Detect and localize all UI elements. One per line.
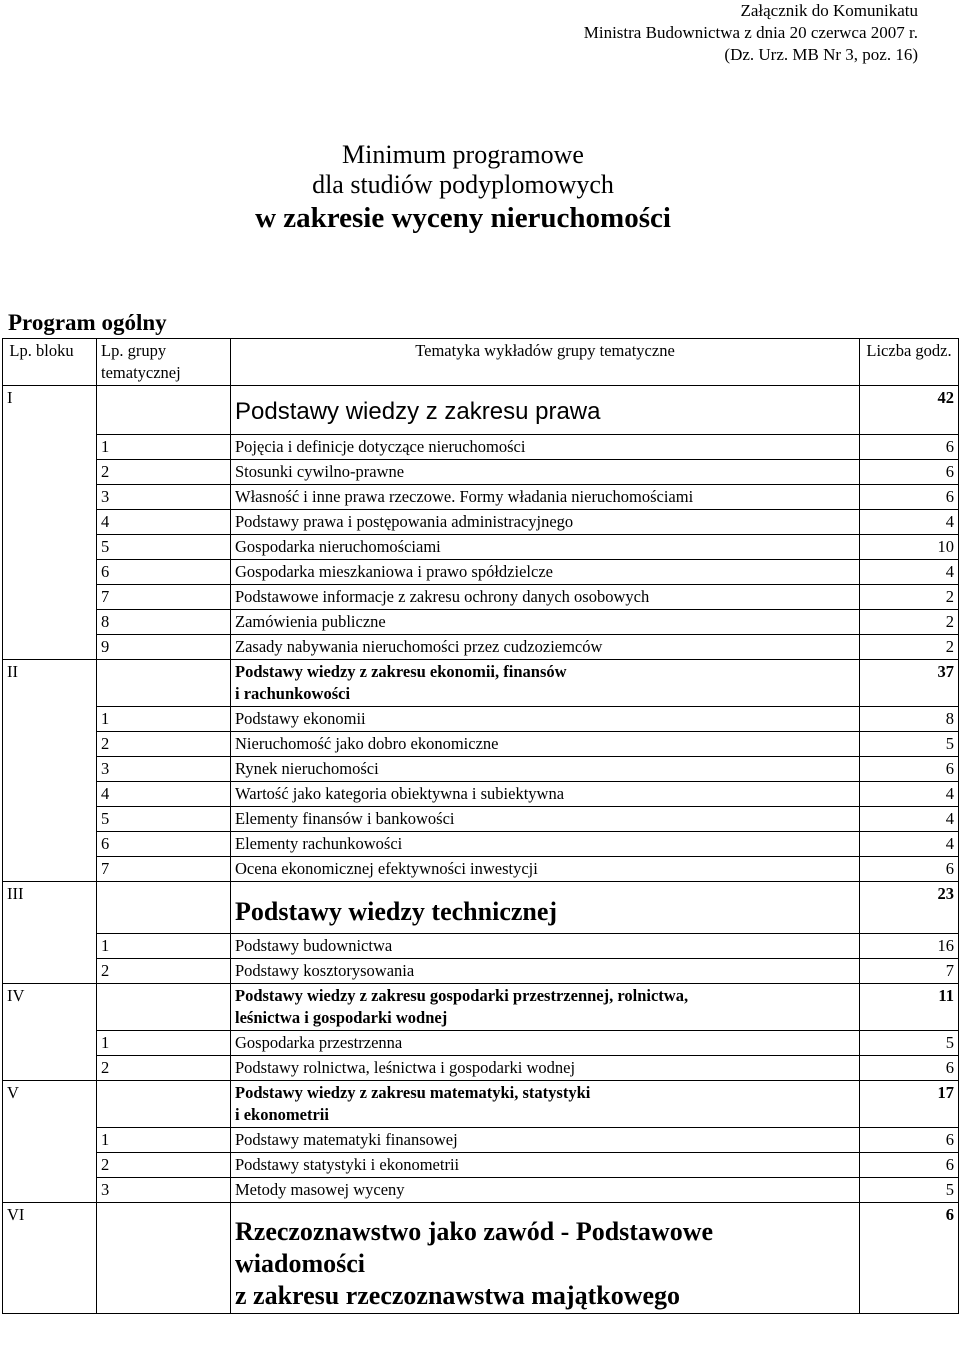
table-row [3,732,959,757]
group-hours: 5 [860,1178,959,1203]
group-lp: 4 [97,510,231,535]
group-hours: 4 [860,832,959,857]
block-title: Podstawy wiedzy z zakresu gospodarki przestrzennej, rolnictwa, leśnictwa i gospodarki wodnej [235,986,689,1027]
group-topic: Własność i inne prawa rzeczowe. Formy władania nieruchomościami [231,485,860,510]
group-lp: 5 [97,807,231,832]
block-row [3,1081,959,1128]
block-title-cell [231,984,860,1031]
title-line-2: dla studiów podyplomowych [312,170,614,199]
group-lp: 4 [97,782,231,807]
section-title: Program ogólny [8,310,167,335]
table-row [3,585,959,610]
attachment-line-3: (Dz. Urz. MB Nr 3, poz. 16) [724,45,918,64]
block-title: Podstawy wiedzy technicznej [235,897,558,926]
block-lp: VI [3,1203,97,1314]
block-title-cell [231,1203,860,1314]
table-row [3,1128,959,1153]
table-body [3,386,959,1314]
document-title [0,140,926,236]
group-topic: Podstawy ekonomii [231,707,860,732]
block-group-empty [97,1081,231,1128]
group-lp: 3 [97,757,231,782]
group-lp: 1 [97,934,231,959]
block-hours: 23 [860,882,959,934]
block-lp: II [3,660,97,882]
group-lp: 1 [97,1031,231,1056]
header-block-lp: Lp. bloku [3,339,97,386]
block-title: Rzeczoznawstwo jako zawód - Podstawowe wiadomości z zakresu rzeczoznawstwa majątkowego [235,1217,714,1310]
group-topic: Pojęcia i definicje dotyczące nieruchomości [231,435,860,460]
group-hours: 6 [860,1128,959,1153]
attachment-line-1: Załącznik do Komunikatu [740,1,918,20]
table-row [3,510,959,535]
group-hours: 5 [860,732,959,757]
group-topic: Podstawy budownictwa [231,934,860,959]
block-title-cell [231,660,860,707]
table-row [3,707,959,732]
table-row [3,460,959,485]
block-hours: 6 [860,1203,959,1314]
table-row [3,560,959,585]
table-row [3,832,959,857]
group-lp: 6 [97,560,231,585]
block-row [3,882,959,934]
block-title: Podstawy wiedzy z zakresu prawa [235,398,601,425]
table-row [3,1153,959,1178]
group-topic: Elementy finansów i bankowości [231,807,860,832]
block-row [3,386,959,435]
block-title-cell [231,386,860,435]
group-topic: Nieruchomość jako dobro ekonomiczne [231,732,860,757]
group-lp: 2 [97,460,231,485]
block-group-empty [97,882,231,934]
block-hours: 37 [860,660,959,707]
header-hours: Liczba godz. [860,339,959,386]
group-topic: Podstawy statystyki i ekonometrii [231,1153,860,1178]
table-row [3,435,959,460]
group-lp: 7 [97,585,231,610]
group-hours: 10 [860,535,959,560]
block-lp: III [3,882,97,984]
group-lp: 2 [97,1153,231,1178]
table-row [3,635,959,660]
group-topic: Zamówienia publiczne [231,610,860,635]
block-row [3,984,959,1031]
table-row [3,782,959,807]
group-hours: 4 [860,782,959,807]
group-topic: Stosunki cywilno-prawne [231,460,860,485]
group-topic: Ocena ekonomicznej efektywności inwestycji [231,857,860,882]
group-hours: 6 [860,1153,959,1178]
group-hours: 4 [860,560,959,585]
block-lp: V [3,1081,97,1203]
block-title: Podstawy wiedzy z zakresu matematyki, statystyki i ekonometrii [235,1083,591,1124]
group-lp: 3 [97,485,231,510]
group-topic: Podstawy prawa i postępowania administracyjnego [231,510,860,535]
block-group-empty [97,386,231,435]
table-row [3,1031,959,1056]
group-topic: Wartość jako kategoria obiektywna i subiektywna [231,782,860,807]
group-hours: 4 [860,807,959,832]
block-title-cell [231,1081,860,1128]
group-lp: 9 [97,635,231,660]
block-row [3,660,959,707]
table-row [3,485,959,510]
table-row [3,807,959,832]
group-lp: 8 [97,610,231,635]
group-topic: Rynek nieruchomości [231,757,860,782]
table-row [3,535,959,560]
group-lp: 5 [97,535,231,560]
block-hours: 17 [860,1081,959,1128]
group-topic: Gospodarka mieszkaniowa i prawo spółdzielcze [231,560,860,585]
table-row [3,1178,959,1203]
group-lp: 7 [97,857,231,882]
table-row [3,610,959,635]
group-lp: 2 [97,959,231,984]
block-lp: IV [3,984,97,1081]
group-topic: Elementy rachunkowości [231,832,860,857]
group-lp: 1 [97,707,231,732]
group-lp: 3 [97,1178,231,1203]
group-hours: 6 [860,857,959,882]
group-lp: 1 [97,1128,231,1153]
block-group-empty [97,1203,231,1314]
header-topic: Tematyka wykładów grupy tematyczne [231,339,860,386]
group-lp: 2 [97,732,231,757]
group-hours: 2 [860,610,959,635]
block-title-cell [231,882,860,934]
group-hours: 7 [860,959,959,984]
attachment-note [498,0,918,66]
table-row [3,1056,959,1081]
group-hours: 6 [860,460,959,485]
group-topic: Podstawy rolnictwa, leśnictwa i gospodarki wodnej [231,1056,860,1081]
group-topic: Zasady nabywania nieruchomości przez cudzoziemców [231,635,860,660]
group-lp: 1 [97,435,231,460]
group-hours: 2 [860,585,959,610]
header-group-lp: Lp. grupy tematycznej [97,339,231,386]
group-topic: Gospodarka nieruchomościami [231,535,860,560]
program-table [2,338,959,1314]
attachment-line-2: Ministra Budownictwa z dnia 20 czerwca 2007 r. [583,23,918,42]
block-hours: 42 [860,386,959,435]
group-topic: Metody masowej wyceny [231,1178,860,1203]
block-row [3,1203,959,1314]
table-row [3,934,959,959]
group-hours: 6 [860,757,959,782]
group-hours: 2 [860,635,959,660]
table-header-row [3,339,959,386]
group-hours: 6 [860,435,959,460]
group-hours: 6 [860,485,959,510]
group-topic: Podstawowe informacje z zakresu ochrony danych osobowych [231,585,860,610]
title-line-1: Minimum programowe [342,140,584,169]
group-topic: Podstawy matematyki finansowej [231,1128,860,1153]
block-group-empty [97,660,231,707]
group-hours: 5 [860,1031,959,1056]
group-lp: 6 [97,832,231,857]
block-title: Podstawy wiedzy z zakresu ekonomii, finansów i rachunkowości [235,662,567,703]
block-hours: 11 [860,984,959,1031]
group-hours: 4 [860,510,959,535]
group-hours: 16 [860,934,959,959]
table-row [3,757,959,782]
group-hours: 8 [860,707,959,732]
group-topic: Podstawy kosztorysowania [231,959,860,984]
block-lp: I [3,386,97,660]
group-hours: 6 [860,1056,959,1081]
table-row [3,857,959,882]
block-group-empty [97,984,231,1031]
group-lp: 2 [97,1056,231,1081]
group-topic: Gospodarka przestrzenna [231,1031,860,1056]
table-row [3,959,959,984]
title-line-3: w zakresie wyceny nieruchomości [255,202,671,234]
